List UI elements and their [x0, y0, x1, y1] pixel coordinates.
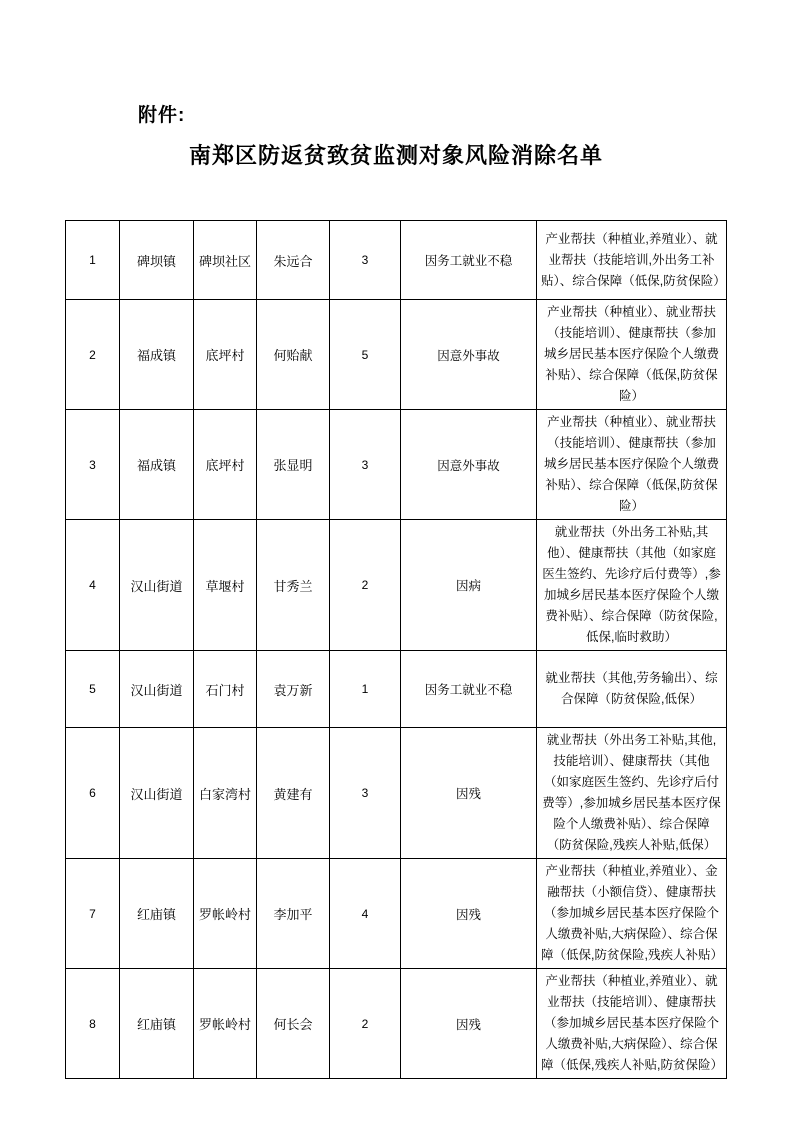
- cell-count: 3: [330, 410, 401, 520]
- cell-name: 何长会: [257, 969, 330, 1079]
- cell-serial-no: 2: [66, 300, 120, 410]
- cell-village: 罗帐岭村: [194, 859, 257, 969]
- cell-name: 张显明: [257, 410, 330, 520]
- cell-serial-no: 6: [66, 728, 120, 859]
- table-row: [66, 969, 727, 1079]
- cell-measures: 产业帮扶（种植业,养殖业）、金融帮扶（小额信贷）、健康帮扶（参加城乡居民基本医疗保险个人缴费补贴,大病保险）、综合保障（低保,防贫保险,残疾人补贴）: [537, 859, 727, 969]
- cell-name: 李加平: [257, 859, 330, 969]
- cell-town: 汉山街道: [120, 728, 194, 859]
- cell-count: 4: [330, 859, 401, 969]
- cell-village: 白家湾村: [194, 728, 257, 859]
- cell-count: 2: [330, 520, 401, 651]
- cell-serial-no: 8: [66, 969, 120, 1079]
- cell-risk-reason: 因残: [401, 859, 537, 969]
- cell-town: 碑坝镇: [120, 221, 194, 300]
- cell-measures: 产业帮扶（种植业）、就业帮扶（技能培训）、健康帮扶（参加城乡居民基本医疗保险个人缴费补贴）、综合保障（低保,防贫保险）: [537, 300, 727, 410]
- cell-count: 3: [330, 728, 401, 859]
- cell-measures: 就业帮扶（其他,劳务输出）、综合保障（防贫保险,低保）: [537, 651, 727, 728]
- cell-village: 罗帐岭村: [194, 969, 257, 1079]
- cell-risk-reason: 因意外事故: [401, 300, 537, 410]
- cell-village: 碑坝社区: [194, 221, 257, 300]
- cell-count: 1: [330, 651, 401, 728]
- cell-name: 袁万新: [257, 651, 330, 728]
- cell-risk-reason: 因病: [401, 520, 537, 651]
- cell-risk-reason: 因务工就业不稳: [401, 221, 537, 300]
- cell-count: 3: [330, 221, 401, 300]
- cell-serial-no: 4: [66, 520, 120, 651]
- cell-count: 5: [330, 300, 401, 410]
- cell-measures: 就业帮扶（外出务工补贴,其他）、健康帮扶（其他（如家庭医生签约、先诊疗后付费等）,参加城乡居民基本医疗保险个人缴费补贴）、综合保障（防贫保险,低保,临时救助）: [537, 520, 727, 651]
- cell-serial-no: 5: [66, 651, 120, 728]
- cell-measures: 产业帮扶（种植业）、就业帮扶（技能培训）、健康帮扶（参加城乡居民基本医疗保险个人缴费补贴）、综合保障（低保,防贫保险）: [537, 410, 727, 520]
- cell-village: 底坪村: [194, 410, 257, 520]
- cell-serial-no: 1: [66, 221, 120, 300]
- cell-risk-reason: 因务工就业不稳: [401, 651, 537, 728]
- cell-town: 汉山街道: [120, 520, 194, 651]
- cell-village: 草堰村: [194, 520, 257, 651]
- cell-name: 甘秀兰: [257, 520, 330, 651]
- cell-risk-reason: 因意外事故: [401, 410, 537, 520]
- table-row: [66, 651, 727, 728]
- cell-count: 2: [330, 969, 401, 1079]
- cell-town: 汉山街道: [120, 651, 194, 728]
- cell-measures: 产业帮扶（种植业,养殖业）、就业帮扶（技能培训,外出务工补贴）、综合保障（低保,防贫保险）: [537, 221, 727, 300]
- cell-name: 朱远合: [257, 221, 330, 300]
- cell-risk-reason: 因残: [401, 969, 537, 1079]
- table-row: [66, 859, 727, 969]
- risk-elimination-table: [65, 220, 727, 1079]
- cell-risk-reason: 因残: [401, 728, 537, 859]
- cell-town: 福成镇: [120, 410, 194, 520]
- cell-village: 石门村: [194, 651, 257, 728]
- table-row: [66, 728, 727, 859]
- cell-town: 红庙镇: [120, 859, 194, 969]
- table-row: [66, 300, 727, 410]
- cell-town: 福成镇: [120, 300, 194, 410]
- cell-measures: 就业帮扶（外出务工补贴,其他,技能培训）、健康帮扶（其他（如家庭医生签约、先诊疗后付费等）,参加城乡居民基本医疗保险个人缴费补贴）、综合保障（防贫保险,残疾人补贴,低保）: [537, 728, 727, 859]
- cell-name: 何贻献: [257, 300, 330, 410]
- page-title: 南郑区防返贫致贫监测对象风险消除名单: [188, 143, 603, 168]
- cell-village: 底坪村: [194, 300, 257, 410]
- table-row: [66, 221, 727, 300]
- table-row: [66, 410, 727, 520]
- cell-town: 红庙镇: [120, 969, 194, 1079]
- cell-serial-no: 7: [66, 859, 120, 969]
- table-row: [66, 520, 727, 651]
- cell-name: 黄建有: [257, 728, 330, 859]
- cell-measures: 产业帮扶（种植业,养殖业）、就业帮扶（技能培训）、健康帮扶（参加城乡居民基本医疗保险个人缴费补贴,大病保险）、综合保障（低保,残疾人补贴,防贫保险）: [537, 969, 727, 1079]
- attachment-label: 附件:: [138, 105, 186, 126]
- cell-serial-no: 3: [66, 410, 120, 520]
